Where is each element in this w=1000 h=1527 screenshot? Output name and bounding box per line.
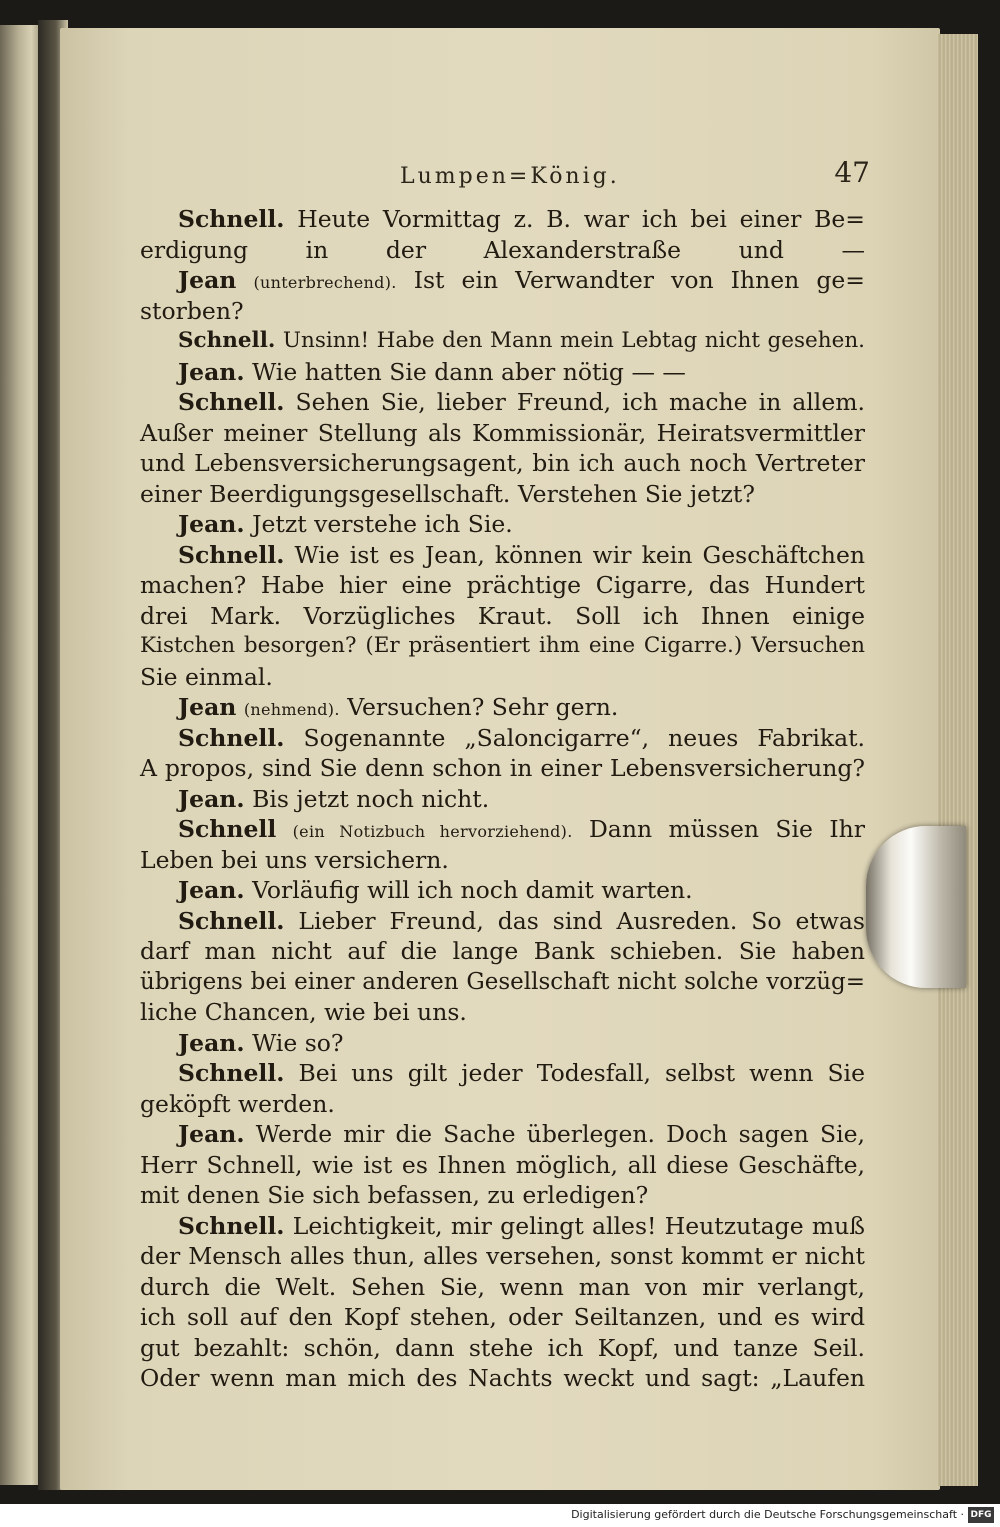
text-line	[140, 1180, 865, 1211]
page-text	[140, 204, 865, 1394]
stage-direction: (nehmend).	[243, 700, 340, 719]
line-text: machen? Habe hier eine prächtige Cigarre, das Hundert	[140, 571, 865, 599]
book-page	[60, 28, 940, 1490]
line-text: Versuchen? Sehr gern.	[347, 693, 619, 721]
text-line	[140, 265, 865, 296]
text-line	[140, 1302, 865, 1333]
page-header	[180, 156, 870, 194]
speaker-name: Schnell	[178, 815, 277, 843]
line-text: Wie ist es Jean, können wir kein Geschäftchen	[294, 540, 865, 569]
line-text: liche Chancen, wie bei uns.	[140, 998, 467, 1026]
text-line	[140, 204, 865, 235]
text-line	[140, 448, 865, 479]
speaker-name: Schnell.	[178, 540, 285, 569]
line-text: durch die Welt. Sehen Sie, wenn man von mir verlangt,	[140, 1272, 865, 1301]
text-line	[140, 906, 865, 937]
stage-direction: (ein Notizbuch hervorziehend).	[292, 822, 573, 841]
line-text: übrigens bei einer anderen Gesellschaft nicht solche vorzüg=	[140, 968, 865, 995]
speaker-name: Jean.	[178, 784, 245, 813]
text-line	[140, 509, 865, 540]
speaker-name: Schnell.	[178, 328, 276, 353]
text-line	[140, 1058, 865, 1089]
line-text: mit denen Sie sich befassen, zu erledigen?	[140, 1181, 649, 1209]
speaker-name: Jean.	[178, 876, 245, 904]
line-text: Heute Vormittag z. B. war ich bei einer Be=	[297, 205, 865, 233]
line-text: einer Beerdigungsgesellschaft. Verstehen Sie jetzt?	[140, 479, 755, 508]
page-number: 47	[834, 156, 870, 189]
text-line	[140, 997, 865, 1028]
text-line	[140, 601, 865, 632]
text-line	[140, 1028, 865, 1059]
text-line	[140, 845, 865, 876]
text-line	[140, 1119, 865, 1150]
line-text: Unsinn! Habe den Mann mein Lebtag nicht gesehen.	[282, 328, 865, 353]
line-text: Oder wenn man mich des Nachts weckt und sagt: „Laufen	[140, 1364, 865, 1392]
text-line	[140, 357, 865, 388]
speaker-name: Schnell.	[178, 388, 285, 416]
speaker-name: Jean	[178, 266, 237, 294]
line-text: storben?	[140, 296, 244, 325]
text-line	[140, 814, 865, 845]
line-text: Bei uns gilt jeder Todesfall, selbst wenn Sie	[298, 1059, 865, 1087]
line-text: Wie so?	[252, 1028, 344, 1057]
speaker-name: Jean.	[178, 357, 245, 386]
line-text: erdigung in der Alexanderstraße und —	[140, 235, 865, 264]
line-text: Wie hatten Sie dann aber nötig — —	[252, 357, 686, 386]
stage-direction: (unterbrechend).	[253, 273, 397, 292]
page-clip	[866, 826, 966, 988]
line-text: Sie einmal.	[140, 662, 273, 691]
left-page-edge	[0, 25, 42, 1485]
footer-credit: Digitalisierung gefördert durch die Deutsche Forschungsgemeinschaft ·	[571, 1508, 964, 1521]
line-text: Außer meiner Stellung als Kommissionär, Heiratsvermittler	[140, 418, 865, 447]
text-line	[140, 1211, 865, 1242]
text-line	[140, 479, 865, 510]
speaker-name: Schnell.	[178, 1211, 285, 1240]
line-text: Vorläufig will ich noch damit warten.	[252, 876, 693, 904]
text-line	[140, 753, 865, 784]
line-text: Kistchen besorgen? (Er präsentiert ihm eine Cigarre.) Versuchen	[140, 633, 865, 658]
line-text: Dann müssen Sie Ihr	[588, 815, 865, 843]
text-line	[140, 540, 865, 571]
text-line	[140, 1363, 865, 1394]
speaker-name: Jean.	[178, 1120, 245, 1148]
line-text: Ist ein Verwandter von Ihnen ge=	[413, 266, 865, 294]
line-text: Herr Schnell, wie ist es Ihnen möglich, all diese Geschäfte,	[140, 1150, 865, 1179]
line-text: Leichtigkeit, mir gelingt alles! Heutzutage muß	[292, 1211, 865, 1240]
line-text: darf man nicht auf die lange Bank schieben. Sie haben	[140, 937, 865, 965]
speaker-name: Jean.	[178, 1028, 245, 1057]
text-line	[140, 296, 865, 327]
text-line	[140, 1150, 865, 1181]
line-text: geköpft werden.	[140, 1089, 335, 1118]
line-text: Leben bei uns versichern.	[140, 845, 449, 874]
running-title: Lumpen=König.	[400, 164, 620, 189]
speaker-name: Schnell.	[178, 1059, 285, 1087]
line-text: Jetzt verstehe ich Sie.	[252, 510, 513, 538]
text-line	[140, 387, 865, 418]
text-line	[140, 723, 865, 754]
speaker-name: Schnell.	[178, 906, 285, 935]
text-line	[140, 1272, 865, 1303]
text-line	[140, 570, 865, 601]
footer-bar	[0, 1504, 1000, 1527]
line-text: und Lebensversicherungsagent, bin ich auch noch Vertreter	[140, 449, 865, 477]
line-text: Sogenannte „Saloncigarre“, neues Fabrikat.	[303, 723, 865, 752]
text-line	[140, 967, 865, 998]
text-line	[140, 692, 865, 723]
text-line	[140, 875, 865, 906]
text-line	[140, 418, 865, 449]
line-text: A propos, sind Sie denn schon in einer Lebensversicherung?	[140, 754, 865, 782]
speaker-name: Schnell.	[178, 205, 285, 233]
line-text: drei Mark. Vorzügliches Kraut. Soll ich Ihnen einige	[140, 601, 865, 630]
text-line	[140, 235, 865, 266]
page-edges-right	[938, 34, 978, 1486]
line-text: Sehen Sie, lieber Freund, ich mache in allem.	[295, 388, 865, 416]
dfg-logo: DFG	[968, 1507, 994, 1523]
text-line	[140, 1241, 865, 1272]
line-text: Lieber Freund, das sind Ausreden. So etwas	[298, 906, 865, 935]
line-text: Bis jetzt noch nicht.	[252, 784, 490, 813]
line-text: gut bezahlt: schön, dann stehe ich Kopf, und tanze Seil.	[140, 1333, 865, 1362]
speaker-name: Jean.	[178, 510, 245, 538]
text-line	[140, 784, 865, 815]
speaker-name: Jean	[178, 693, 237, 721]
line-text: der Mensch alles thun, alles versehen, sonst kommt er nicht	[140, 1242, 865, 1270]
text-line	[140, 1089, 865, 1120]
line-text: ich soll auf den Kopf stehen, oder Seiltanzen, und es wird	[140, 1303, 865, 1331]
text-line	[140, 631, 865, 662]
speaker-name: Schnell.	[178, 723, 285, 752]
text-line	[140, 662, 865, 693]
text-line	[140, 1333, 865, 1364]
text-line	[140, 326, 865, 357]
line-text: Werde mir die Sache überlegen. Doch sagen Sie,	[255, 1120, 865, 1148]
text-line	[140, 936, 865, 967]
